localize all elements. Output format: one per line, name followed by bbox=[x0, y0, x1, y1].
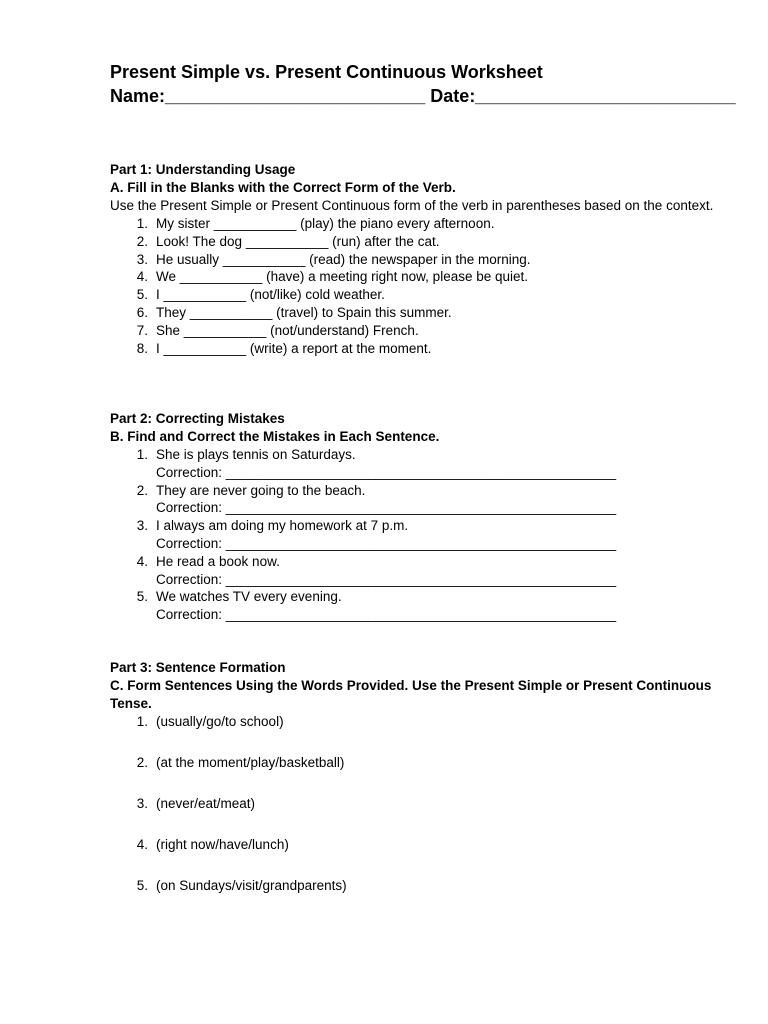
part1-list bbox=[110, 215, 720, 357]
part3-subheading: C. Form Sentences Using the Words Provided. Use the Present Simple or Present Continuous Tense. bbox=[110, 678, 712, 711]
list-item: 6. They ___________ (travel) to Spain this summer. bbox=[136, 304, 452, 320]
list-item: 3. He usually ___________ (read) the newspaper in the morning. bbox=[136, 251, 531, 267]
name-date-line: Name:__________________________ Date:__________________________ bbox=[110, 86, 736, 106]
part3-list bbox=[110, 713, 720, 895]
list-item: 7. She ___________ (not/understand) French. bbox=[136, 322, 419, 338]
part1-heading: Part 1: Understanding Usage bbox=[110, 162, 296, 177]
list-item: 5. (on Sundays/visit/grandparents) bbox=[136, 877, 347, 893]
list-item: 4. We ___________ (have) a meeting right now, please be quiet. bbox=[136, 269, 529, 285]
correction-line: Correction: ____________________________________________________ bbox=[156, 464, 617, 480]
part2-subheading: B. Find and Correct the Mistakes in Each Sentence. bbox=[110, 429, 440, 444]
part1-section bbox=[110, 161, 720, 357]
list-item: 3. I always am doing my homework at 7 p.m. Correction: ____________________________________________________ bbox=[110, 517, 720, 553]
part3-section bbox=[110, 659, 720, 918]
part2-heading: Part 2: Correcting Mistakes bbox=[110, 411, 285, 426]
list-item: 5. I ___________ (not/like) cold weather. bbox=[136, 287, 385, 303]
part2-list bbox=[110, 446, 720, 624]
list-item: 4. (right now/have/lunch) bbox=[136, 836, 289, 852]
worksheet-title: Present Simple vs. Present Continuous Worksheet bbox=[110, 62, 543, 82]
list-item: 1. She is plays tennis on Saturdays. Correction: ____________________________________________________ bbox=[110, 446, 720, 482]
correction-line: Correction: ____________________________________________________ bbox=[156, 571, 617, 587]
list-item: 4. He read a book now. Correction: ____________________________________________________ bbox=[110, 553, 720, 589]
correction-line: Correction: ____________________________________________________ bbox=[156, 535, 617, 551]
part2-section bbox=[110, 410, 720, 624]
list-item: 5. We watches TV every evening. Correction: ____________________________________________________ bbox=[110, 588, 720, 624]
worksheet-page bbox=[110, 60, 736, 893]
list-item: 2. Look! The dog ___________ (run) after the cat. bbox=[136, 233, 440, 249]
list-item: 1. My sister ___________ (play) the piano every afternoon. bbox=[136, 216, 495, 231]
part1-instruction: Use the Present Simple or Present Continuous form of the verb in parentheses based on the context. bbox=[110, 198, 714, 213]
list-item: 2. They are never going to the beach. Correction: ____________________________________________________ bbox=[110, 482, 720, 518]
correction-line: Correction: ____________________________________________________ bbox=[156, 607, 617, 623]
part3-heading: Part 3: Sentence Formation bbox=[110, 660, 286, 675]
list-item: 8. I ___________ (write) a report at the moment. bbox=[136, 340, 432, 356]
part1-subheading: A. Fill in the Blanks with the Correct Form of the Verb. bbox=[110, 180, 456, 195]
list-item: 1. (usually/go/to school) bbox=[136, 714, 284, 729]
correction-line: Correction: ____________________________________________________ bbox=[156, 500, 617, 516]
list-item: 3. (never/eat/meat) bbox=[136, 795, 256, 811]
list-item: 2. (at the moment/play/basketball) bbox=[136, 754, 345, 770]
